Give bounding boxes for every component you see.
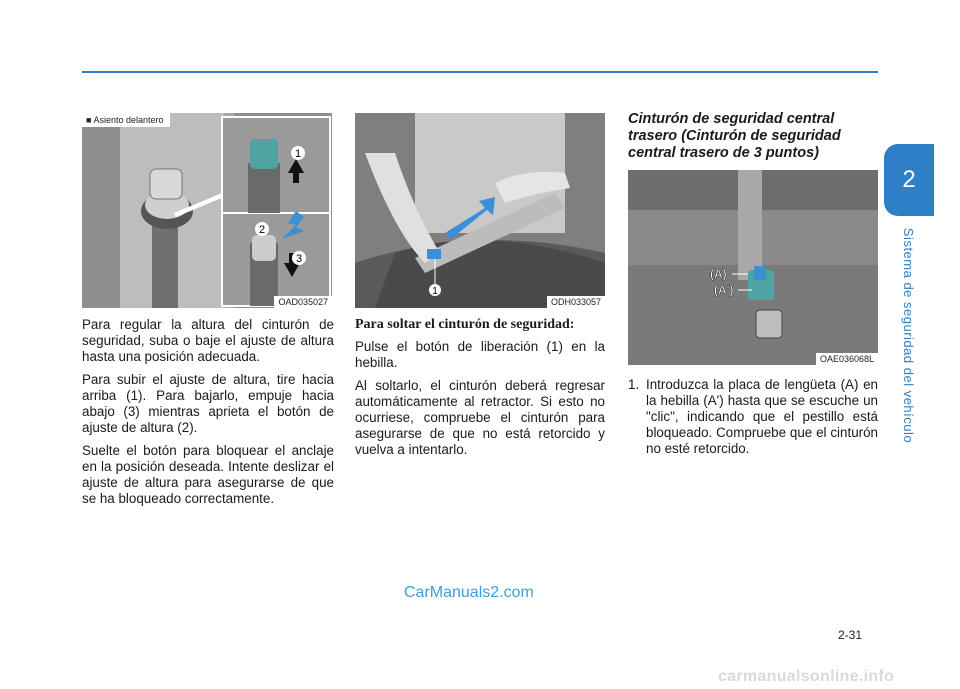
list-number: 1. (628, 377, 640, 392)
figure-code: OAE036068L (816, 353, 878, 365)
list-item (628, 377, 878, 457)
chapter-number: 2 (902, 166, 916, 193)
column-1-text (82, 317, 334, 514)
rear-center-belt-illustration (628, 170, 878, 365)
subsection-heading: Para soltar el cinturón de seguridad: (355, 317, 575, 332)
figure-release-buckle (355, 113, 605, 308)
callout-1: 1 (432, 286, 438, 297)
paragraph: Al soltarlo, el cinturón deberá regresar automáticamente al retractor. Si esto no ocurriese, compruebe el cinturón para asegurarse de que no está retorcido y vuelva a intentarlo. (355, 378, 605, 457)
figure-label: ■ Asiento delantero (82, 113, 170, 127)
column-2-text (355, 317, 605, 465)
front-seat-illustration (82, 113, 332, 308)
callout-3: 3 (295, 253, 303, 265)
page-number: 2-31 (838, 628, 863, 642)
paragraph: Pulse el botón de liberación (1) en la hebilla. (355, 339, 605, 370)
figure-rear-center-belt (628, 170, 878, 365)
column-3-text (628, 377, 878, 457)
callout-1: 1 (294, 148, 302, 160)
callout-a-prime: (A') (714, 283, 734, 297)
list-text: Introduzca la placa de lengüeta (A) en la hebilla (A') hasta que se escuche un "clic", indicando que el pestillo está bloqueado. Compruebe que el cinturón no esté retorcido. (646, 377, 878, 456)
chapter-title: Sistema de seguridad del vehículo (901, 227, 917, 443)
release-buckle-illustration (355, 113, 605, 308)
figure-code: OAD035027 (274, 296, 332, 308)
callout-2: 2 (258, 224, 266, 236)
section-heading: Cinturón de seguridad central trasero (Cinturón de seguridad central trasero de 3 puntos) (628, 111, 841, 161)
figure-code: ODH033057 (547, 296, 605, 308)
paragraph: Para regular la altura del cinturón de seguridad, suba o baje el ajuste de altura hasta una posición adecuada. (82, 317, 334, 364)
footer-watermark: carmanualsonline.info (718, 668, 895, 685)
header-rule (82, 71, 878, 73)
chapter-side-title (899, 200, 919, 470)
watermark-link[interactable]: CarManuals2.com (404, 584, 534, 601)
paragraph: Suelte el botón para bloquear el anclaje en la posición deseada. Intente deslizar el ajuste de altura para asegurarse de que se ha bloqueado correctamente. (82, 443, 334, 506)
paragraph: Para subir el ajuste de altura, tire hacia arriba (1). Para bajarlo, empuje hacia abajo (3) mientras aprieta el botón de ajuste de altura (2). (82, 372, 334, 435)
callout-a: (A) (710, 267, 727, 281)
figure-front-seat-height-adjuster (82, 113, 332, 308)
